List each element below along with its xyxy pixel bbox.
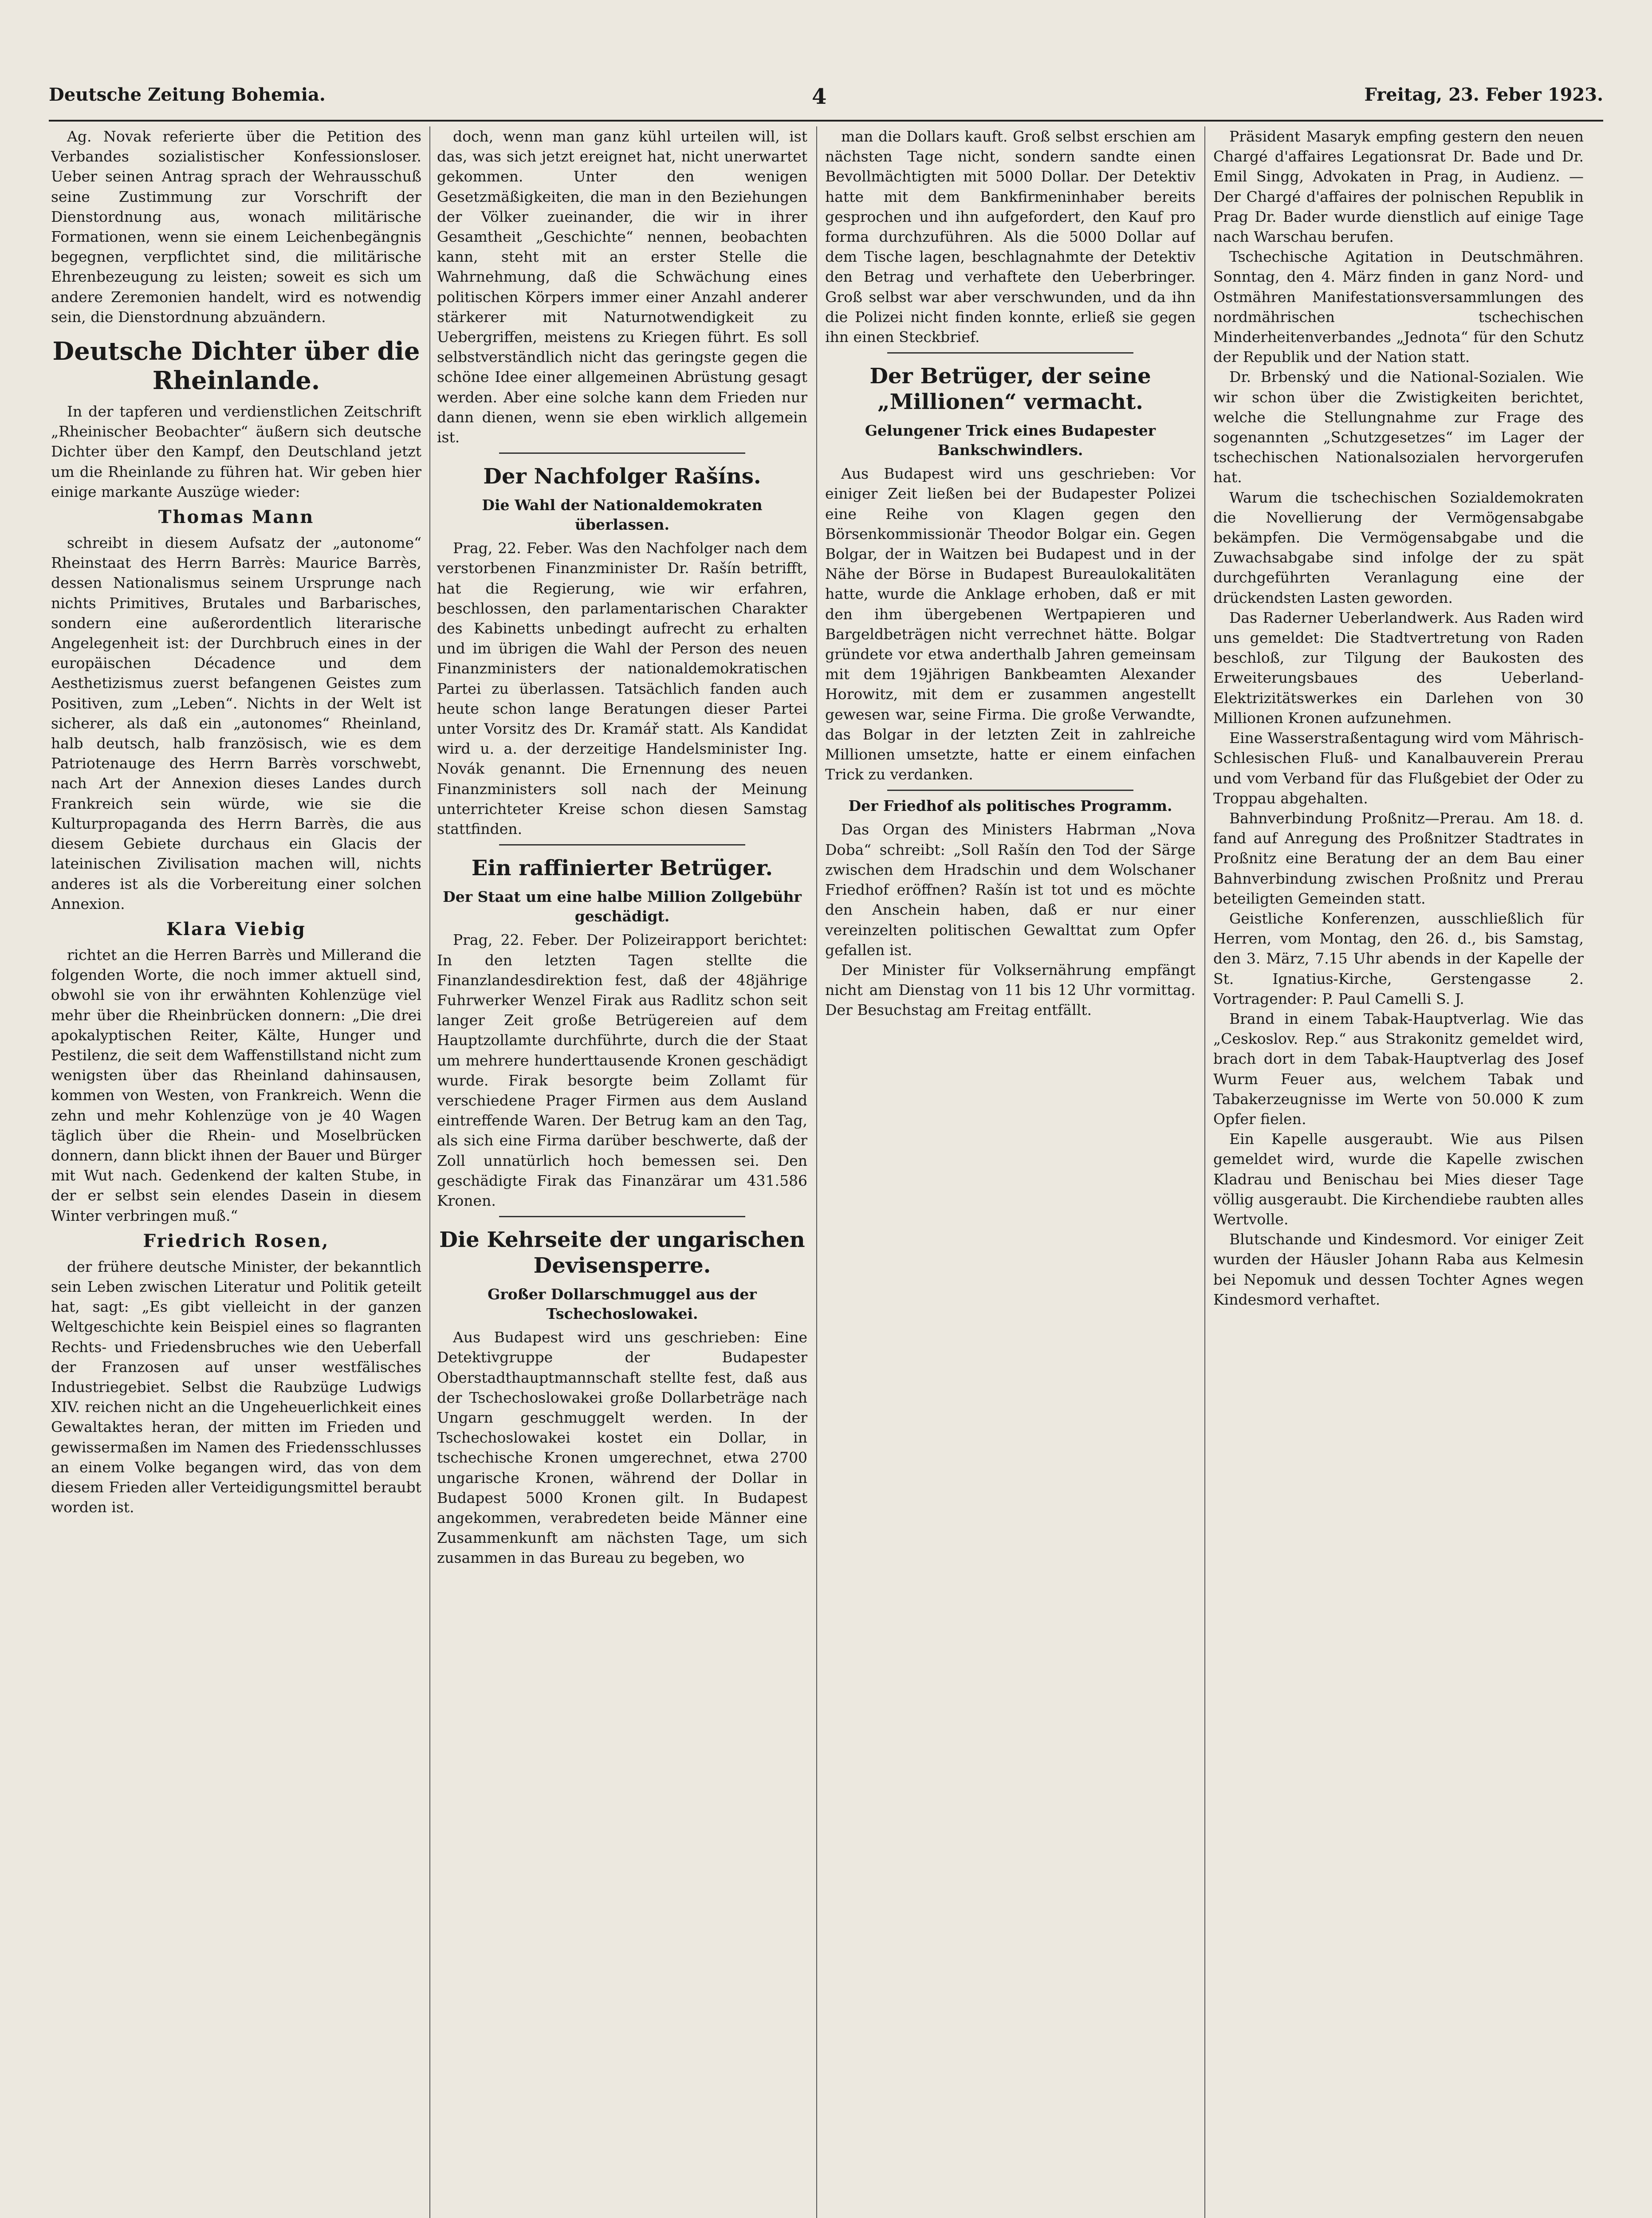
column-divider xyxy=(1204,126,1205,2218)
article-headline: Der Betrüger, der seine „Millionen“ vermacht. xyxy=(869,364,1151,415)
article-subheadline: Die Wahl der Nationaldemokraten überlassen. xyxy=(482,496,763,534)
article-subheadline: Der Staat um eine halbe Million Zollgebühr geschädigt. xyxy=(443,888,802,925)
news-item: Dr. Brbenský und die National-Sozialen. Wie wir schon über die Zwistigkeiten berichtet, welche die Stellungnahme zur Frage des sogenannten „Schutzgesetzes“ im Lager der tschechischen Nationalsozialen hervorgerufen hat. xyxy=(1213,368,1584,486)
article-text: Aus Budapest wird uns geschrieben: Eine Detektivgruppe der Budapester Oberstadthauptmannschaft stellte fest, daß aus der Tschechoslowakei große Dollarbeträge nach Ungarn geschmuggelt werden. In der Tschechoslowakei kostet ein Dollar, in tschechische Kronen umgerechnet, etwa 2700 ungarische Kronen, während der Dollar in Budapest 5000 Kronen gilt. In Budapest angekommen, verabredeten beide Männer eine Zusammenkunft am nächsten Tage, um sich zusammen in das Bureau zu begeben, wo xyxy=(437,1329,807,1567)
column-1 xyxy=(51,126,421,2218)
article-text: doch, wenn man ganz kühl urteilen will, ist das, was sich jetzt ereignet hat, nicht unerwartet gekommen. Unter den wenigen Gesetzmäßigkeiten, die man in den Beziehungen der Völker zueinander, die wir in ihrer Gesamtheit „Geschichte“ nennen, beobachten kann, steht mit an erster Stelle die Wahrnehmung, daß die Schwächung eines politischen Körpers immer einer Anzahl anderer stärkerer mit Naturnotwendigkeit zu Uebergriffen, meistens zu Kriegen führt. Es soll selbstverständlich nicht das geringste gegen die schöne Idee einer allgemeinen Abrüstung gesagt werden. Aber eine solche kann dem Frieden nur dann dienen, wenn sie eben wirklich allgemein ist. xyxy=(437,128,807,446)
column-3 xyxy=(825,126,1196,2218)
newspaper-name: Deutsche Zeitung Bohemia. xyxy=(49,84,326,105)
article-separator xyxy=(887,352,1133,354)
article-text: Prag, 22. Feber. Was den Nachfolger nach dem verstorbenen Finanzminister Dr. Rašín betrifft, hat die Regierung, wie wir erfahren, beschlossen, den parlamentarischen Charakter des Kabinetts unbedingt aufrecht zu erhalten und im übrigen die Wahl der Person des neuen Finanzministers der nationaldemokratischen Partei zu überlassen. Tatsächlich fanden auch heute schon lange Beratungen dieser Partei unter Vorsitz des Dr. Kramář statt. Als Kandidat wird u. a. der derzeitige Handelsminister Ing. Novák genannt. Die Ernennung des neuen Finanzministers soll nach der Meinung unterrichteter Kreise schon diesen Samstag stattfinden. xyxy=(437,539,807,838)
article-text: Das Organ des Ministers Habrman „Nova Doba“ schreibt: „Soll Rašín den Tod der Särge zwischen dem Hradschin und dem Wolschaner Friedhof eröffnen? Rašín ist tot und es möchte den Anschein haben, daß er nur einer vereinzelten politischen Gewalttat zum Opfer gefallen ist. xyxy=(825,821,1196,959)
article-text: man die Dollars kauft. Groß selbst erschien am nächsten Tage nicht, sondern sandte einen Bevollmächtigten mit 5000 Dollar. Der Detektiv hatte mit dem Bankfirmeninhaber bereits gesprochen und ihn aufgefordert, den Kauf pro forma durchzuführen. Als die 5000 Dollar auf dem Tische lagen, beschlagnahmte der Detektiv den Betrag und verhaftete den Ueberbringer. Groß selbst war aber verschwunden, und da ihn die Polizei nicht finden konnte, erließ sie gegen ihn einen Steckbrief. xyxy=(825,128,1196,346)
author-name: Klara Viebig xyxy=(166,918,306,940)
page-number: 4 xyxy=(812,84,827,109)
article-separator xyxy=(499,1216,745,1217)
news-item: Eine Wasserstraßentagung wird vom Mährisch-Schlesischen Fluß- und Kanalbauverein Prerau und vom Verband für das Flußgebiet der Oder zu Troppau abgehalten. xyxy=(1213,729,1584,807)
news-item: Geistliche Konferenzen, ausschließlich für Herren, vom Montag, den 26. d., bis Samstag, den 3. März, 7.15 Uhr abends in der Kapelle der St. Ignatius-Kirche, Gerstengasse 2. Vortragender: P. Paul Camelli S. J. xyxy=(1213,909,1584,1007)
article-separator xyxy=(499,844,745,846)
author-name: Friedrich Rosen, xyxy=(143,1230,330,1251)
news-item: Brand in einem Tabak-Hauptverlag. Wie das „Ceskoslov. Rep.“ aus Strakonitz gemeldet wird, brach dort in dem Tabak-Hauptverlag des Josef Wurm Feuer aus, welchem Tabak und Tabakerzeugnisse im Werte von 50.000 K zum Opfer fielen. xyxy=(1213,1010,1584,1128)
article-subheadline: Der Friedhof als politisches Programm. xyxy=(848,797,1172,815)
masthead-rule xyxy=(49,120,1603,122)
article-text: In der tapferen und verdienstlichen Zeitschrift „Rheinischer Beobachter“ äußern sich deutsche Dichter über den Kampf, den Deutschland jetzt um die Rheinlande zu führen hat. Wir geben hier einige markante Auszüge wieder: xyxy=(51,403,421,500)
news-item: Blutschande und Kindesmord. Vor einiger Zeit wurden der Häusler Johann Raba aus Kelmesin bei Nepomuk und dessen Tochter Agnes wegen Kindesmord verhaftet. xyxy=(1213,1231,1584,1308)
article-text: Prag, 22. Feber. Der Polizeirapport berichtet: In den letzten Tagen stellte die Finanzlandesdirektion fest, daß der 48jährige Fuhrwerker Wenzel Firak aus Radlitz schon seit langer Zeit große Betrügereien auf dem Hauptzollamte durchführte, durch die der Staat um mehrere hunderttausende Kronen geschädigt wurde. Firak besorgte beim Zollamt für verschiedene Prager Firmen aus dem Ausland eintreffende Waren. Der Betrug kam an den Tag, als sich eine Firma darüber beschwerte, daß der Zoll unnatürlich hoch bemessen sei. Den geschädigte Firak das Finanzärar um 431.586 Kronen. xyxy=(437,931,807,1209)
news-item: Ein Kapelle ausgeraubt. Wie aus Pilsen gemeldet wird, wurde die Kapelle zwischen Kladrau und Benischau bei Mies dieser Tage völlig ausgeraubt. Die Kirchendiebe raubten alles Wertvolle. xyxy=(1213,1130,1584,1228)
article-headline: Die Kehrseite der ungarischen Devisensperre. xyxy=(439,1227,805,1278)
article-text: schreibt in diesem Aufsatz der „autonome“ Rheinstaat des Herrn Barrès: Maurice Barrès, dessen Nationalismus seinem Ursprunge nach nichts Primitives, Brutales und Barbarisches, sondern eine außerordentlich literarische Angelegenheit ist: der Durchbruch eines in der europäischen Décadence und dem Aesthetizismus zuerst befangenen Geistes zum Positiven, zum „Leben“. Nichts in der Welt ist sicherer, als daß ein „autonomes“ Rheinland, halb deutsch, halb französisch, wie es dem Patriotenauge des Herrn Barrès vorschwebt, nach Art der Annexion dieses Landes durch Frankreich sein würde, wie sie die Kulturpropaganda des Herrn Barrès, die aus diesem Gebiete durchaus ein Glacis der lateinischen Zivilisation machen will, nichts anderes ist als die Vorbereitung einer solchen Annexion. xyxy=(51,534,421,912)
news-item: Das Raderner Ueberlandwerk. Aus Raden wird uns gemeldet: Die Stadtvertretung von Raden beschloß, zur Tilgung der Baukosten des Erweiterungsbaues des Ueberland-Elektrizitätswerkes ein Darlehen von 30 Millionen Kronen aufzunehmen. xyxy=(1213,609,1584,727)
article-text: Aus Budapest wird uns geschrieben: Vor einiger Zeit ließen bei der Budapester Polizei eine Reihe von Klagen gegen den Börsenkommissionär Theodor Bolgar ein. Gegen Bolgar, der in Waitzen bei Budapest und in der Nähe der Börse in Budapest Bureaulokalitäten hatte, wurde die Anklage erhoben, daß er mit den ihm übergebenen Wertpapieren und Bargeldbeträgen nicht verrechnet hätte. Bolgar gründete vor etwa anderthalb Jahren gemeinsam mit dem 19jährigen Bankbeamten Alexander Horowitz, mit dem er zusammen angestellt gewesen war, seine Firma. Die große Verwandte, das Bolgar in der letzten Zeit in zahlreiche Millionen umsetzte, hatte er einem einfachen Trick zu verdanken. xyxy=(825,465,1196,783)
issue-date: Freitag, 23. Feber 1923. xyxy=(1364,84,1603,105)
article-text: der frühere deutsche Minister, der bekanntlich sein Leben zwischen Literatur und Politik geteilt hat, sagt: „Es gibt vielleicht in der ganzen Weltgeschichte kein Beispiel eines so flagranten Rechts- und Friedensbruches wie den Ueberfall der Franzosen auf unser westfälisches Industriegebiet. Selbst die Raubzüge Ludwigs XIV. reichen nicht an die Ungeheuerlichkeit eines Gewaltaktes heran, der mitten im Frieden und gewissermaßen im Namen des Friedensschlusses an einem Volke begangen wird, das von dem diesem Frieden aller Verteidigungsmittel beraubt worden ist. xyxy=(51,1258,421,1516)
masthead xyxy=(49,84,1603,115)
article-separator xyxy=(887,790,1133,791)
article-subheadline: Großer Dollarschmuggel aus der Tschechoslowakei. xyxy=(488,1286,757,1323)
article-subheadline: Gelungener Trick eines Budapester Bankschwindlers. xyxy=(865,422,1156,459)
article-headline: Ein raffinierter Betrüger. xyxy=(471,856,773,881)
news-item: Bahnverbindung Proßnitz—Prerau. Am 18. d. fand auf Anregung des Proßnitzer Stadtrates in Proßnitz eine Beratung der an dem Bau einer Bahnverbindung zwischen Proßnitz und Prerau beteiligten Gemeinden statt. xyxy=(1213,809,1584,907)
column-2 xyxy=(437,126,807,2218)
column-4 xyxy=(1213,126,1584,2218)
article-text: richtet an die Herren Barrès und Millerand die folgenden Worte, die noch immer aktuell sind, obwohl sie von ihr erwähnten Kohlenzüge viel mehr über die Rheinbrücken donnern: „Die drei apokalyptischen Reiter, Kälte, Hunger und Pestilenz, die seit dem Waffenstillstand nicht zum wenigsten über das Rheinland dahinsausen, kommen von Westen, von Frankreich. Wenn die zehn und mehr Kohlenzüge von je 40 Wagen täglich über die Rhein- und Moselbrücken donnern, dann blickt ihnen der Bauer und Bürger mit Wut nach. Gedenkend der kalten Stube, in der er selbst sein elendes Dasein in diesem Winter verbringen muß.“ xyxy=(51,946,421,1224)
column-divider xyxy=(429,126,430,2218)
news-item: Warum die tschechischen Sozialdemokraten die Novellierung der Vermögensabgabe bekämpfen. Die Vermögensabgabe und die Zuwachsabgabe sind infolge der zu spät durchgeführten Veranlagung eine der drückendsten Lasten geworden. xyxy=(1213,488,1584,606)
article-text: Ag. Novak referierte über die Petition des Verbandes sozialistischer Konfessionsloser. Ueber seinen Antrag sprach der Wehrausschuß seine Zustimmung zur Vorschrift der Dienstordnung aus, wonach militärische Formationen, wenn sie einem Leichenbegängnis begegnen, verpflichtet sind, die militärische Ehrenbezeugung zu leisten; soweit es sich um andere Zeremonien handelt, wird es notwendig sein, die Dienstordnung abzuändern. xyxy=(51,128,421,326)
article-separator xyxy=(499,452,745,454)
article-headline: Der Nachfolger Rašíns. xyxy=(483,464,761,489)
author-name: Thomas Mann xyxy=(158,507,315,528)
column-divider xyxy=(816,126,817,2218)
news-item: Tschechische Agitation in Deutschmähren. Sonntag, den 4. März finden in ganz Nord- und Ostmähren Manifestationsversammlungen des nordmährischen tschechischen Minderheitenverbandes „Jednota“ für den Schutz der Republik und der Nation statt. xyxy=(1213,248,1584,366)
news-item: Präsident Masaryk empfing gestern den neuen Chargé d'affaires Legationsrat Dr. Bade und Dr. Emil Singg, Advokaten in Prag, in Audienz. — Der Chargé d'affaires der polnischen Republik in Prag Dr. Bader wurde dienstlich auf einige Tage nach Warschau berufen. xyxy=(1213,128,1584,246)
article-headline: Deutsche Dichter über die Rheinlande. xyxy=(52,337,420,396)
notice-text: Der Minister für Volksernährung empfängt nicht am Dienstag von 11 bis 12 Uhr vormittag. Der Besuchstag am Freitag entfällt. xyxy=(825,961,1196,1019)
